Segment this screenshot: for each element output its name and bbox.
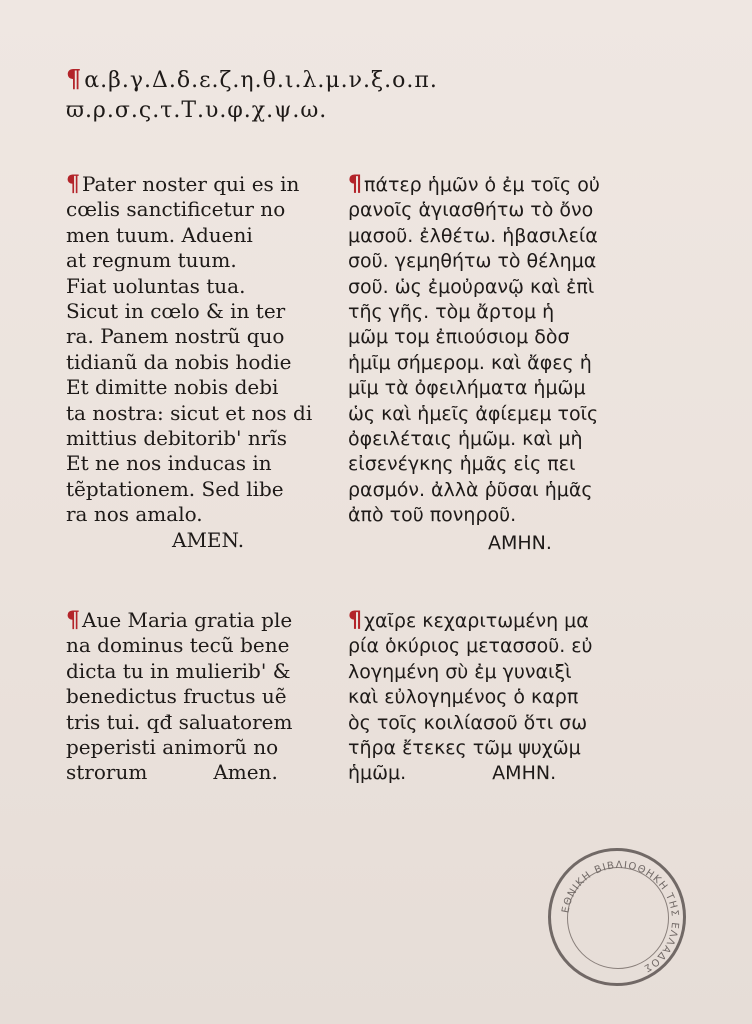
latin-ave-line: na dominus tecũ bene bbox=[66, 633, 290, 658]
greek-prayer-line: μασοῦ. ἐλθέτω. ἡβασιλεία bbox=[348, 224, 598, 247]
amen-label: AMEN. bbox=[172, 527, 245, 552]
greek-alphabet bbox=[66, 64, 706, 126]
greek-prayer-line: τῆς γῆς. τὸμ ἄρτομ ἡ bbox=[348, 301, 555, 324]
amen-label: ΑΜΗΝ. bbox=[492, 762, 557, 785]
svg-text:ΕΘΝΙΚΗ ΒΙΒΛΙΟΘΗΚΗ ΤΗΣ ΕΛΛΑΔΟΣ bbox=[560, 860, 680, 974]
stamp-lettering bbox=[551, 851, 689, 989]
latin-prayer-line: at regnum tuum. bbox=[66, 248, 237, 273]
library-stamp bbox=[548, 848, 686, 986]
alphabet-line-1 bbox=[66, 64, 706, 96]
latin-prayer-line: mittius debitorib' nrĩs bbox=[66, 426, 287, 451]
greek-prayer-line: ρανοῖς ἁγιασθήτω τὸ ὄνο bbox=[348, 199, 594, 222]
greek-ave-line: λογημένη σὺ ἐμ γυναιξὶ bbox=[348, 660, 572, 683]
greek-prayer-line: ἀπὸ τοῦ πονηροῦ. bbox=[348, 504, 517, 527]
greek-prayer-line: μῶμ τομ ἐπιούσιομ δὸσ bbox=[348, 326, 570, 349]
paragraph-mark-icon: ¶ bbox=[66, 607, 80, 633]
greek-ave-line: τῆρα ἔτεκες τῶμ ψυχῶμ bbox=[348, 737, 581, 760]
latin-prayer-line: Et ne nos inducas in bbox=[66, 451, 272, 476]
latin-prayer-line: men tuum. Adueni bbox=[66, 222, 253, 247]
latin-prayer-line: tẽptationem. Sed libe bbox=[66, 476, 284, 501]
greek-ave-text: ἡμῶμ. bbox=[348, 762, 407, 785]
latin-ave-text: strorum bbox=[66, 760, 148, 785]
latin-prayer-line: ta nostra: sicut et nos di bbox=[66, 400, 313, 425]
latin-prayer-line: ra nos amalo. bbox=[66, 502, 203, 527]
latin-ave-line: dicta tu in mulierib' & bbox=[66, 658, 291, 683]
greek-ave-line bbox=[348, 608, 708, 634]
greek-prayer-line: μῖμ τὰ ὀφειλήματα ἡμῶμ bbox=[348, 377, 586, 400]
latin-prayer-line: Et dimitte nobis debi bbox=[66, 375, 279, 400]
greek-prayer-line: σοῦ. γεμηθήτω τὸ θέλημα bbox=[348, 250, 597, 273]
greek-prayer-line: ὡς καὶ ἡμεῖς ἀφίεμεμ τοῖς bbox=[348, 402, 599, 425]
lords-prayer-latin bbox=[66, 172, 346, 553]
alphabet-text-1: α.β.γ.Δ.δ.ε.ζ.η.θ.ι.λ.μ.ν.ξ.ο.π. bbox=[84, 68, 438, 93]
greek-prayer-line: εἰσενέγκης ἡμᾶς εἰς πει bbox=[348, 453, 576, 476]
paragraph-mark-icon: ¶ bbox=[348, 172, 362, 197]
greek-ave-line: ρία ὁκύριος μετασσοῦ. εὐ bbox=[348, 635, 593, 658]
greek-prayer-line: σοῦ. ὡς ἐμοὐρανῷ καὶ ἐπὶ bbox=[348, 275, 595, 298]
greek-prayer-line: ρασμόν. ἀλλὰ ῥῦσαι ἡμᾶς bbox=[348, 478, 593, 501]
greek-ave-line: καὶ εὐλογημένος ὁ καρπ bbox=[348, 686, 579, 709]
ave-maria-greek bbox=[348, 608, 708, 787]
amen-label: Amen. bbox=[213, 760, 278, 785]
latin-ave-last-line bbox=[66, 760, 346, 785]
latin-ave-line bbox=[66, 608, 346, 633]
ave-maria-latin bbox=[66, 608, 346, 786]
greek-prayer-line: ὀφειλέταις ἡμῶμ. καὶ μὴ bbox=[348, 428, 583, 451]
paragraph-mark-icon: ¶ bbox=[66, 64, 83, 93]
greek-prayer-line: ἡμῖμ σήμερομ. καὶ ἄφες ἡ bbox=[348, 351, 592, 374]
latin-prayer-line: Fiat uoluntas tua. bbox=[66, 273, 246, 298]
latin-ave-line: benedictus fructus uẽ bbox=[66, 684, 287, 709]
paragraph-mark-icon: ¶ bbox=[348, 608, 362, 633]
greek-prayer-text: πάτερ ἡμῶν ὁ ἐμ τοῖς οὐ bbox=[364, 174, 600, 196]
lords-prayer-greek bbox=[348, 172, 708, 556]
amen-label: ΑΜΗΝ. bbox=[488, 531, 552, 554]
greek-prayer-line bbox=[348, 172, 708, 198]
greek-ave-line: ὸς τοῖς κοιλίασοῦ ὅτι σω bbox=[348, 711, 588, 734]
paragraph-mark-icon: ¶ bbox=[66, 171, 80, 197]
greek-ave-last-line bbox=[348, 761, 708, 786]
greek-ave-text: χαῖρε κεχαριτωμένη μα bbox=[364, 610, 589, 632]
latin-prayer-line: Sicut in cœlo & in ter bbox=[66, 299, 286, 324]
latin-ave-text: Aue Maria gratia ple bbox=[82, 608, 293, 632]
latin-prayer-text: Pater noster qui es in bbox=[82, 172, 300, 196]
latin-prayer-line: ra. Panem nostrũ quo bbox=[66, 324, 285, 349]
latin-ave-line: peperisti animorũ no bbox=[66, 735, 279, 760]
latin-ave-line: tris tui. qđ saluatorem bbox=[66, 709, 293, 734]
latin-prayer-line: cœlis sanctificetur no bbox=[66, 197, 286, 222]
latin-prayer-line: tidianũ da nobis hodie bbox=[66, 349, 292, 374]
alphabet-line-2: ϖ.ρ.σ.ς.τ.Τ.υ.φ.χ.ψ.ω. bbox=[66, 98, 328, 123]
stamp-text: ΕΘΝΙΚΗ ΒΙΒΛΙΟΘΗΚΗ ΤΗΣ ΕΛΛΑΔΟΣ bbox=[560, 859, 681, 974]
latin-prayer-line bbox=[66, 172, 346, 197]
